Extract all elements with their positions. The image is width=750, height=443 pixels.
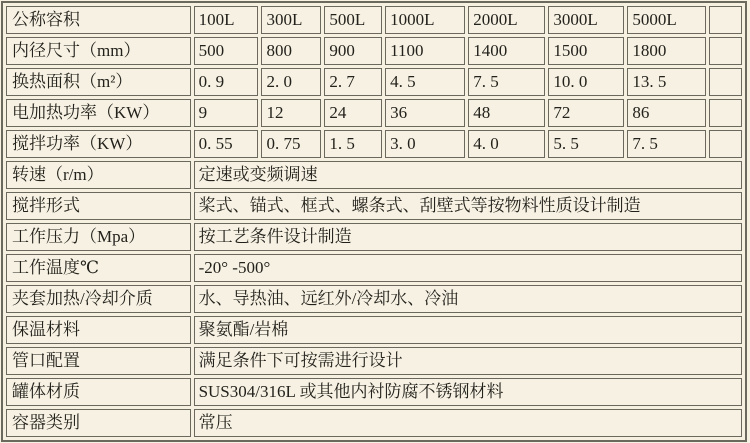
cell: 900 xyxy=(324,37,382,65)
table-row xyxy=(6,37,742,65)
cell: 2. 7 xyxy=(324,68,382,96)
cell: 86 xyxy=(627,99,706,127)
empty-cell xyxy=(709,130,742,158)
cell: 满足条件下可按需进行设计 xyxy=(194,347,742,375)
cell: 水、导热油、远红外/冷却水、冷油 xyxy=(194,285,742,313)
table-row xyxy=(6,99,742,127)
row-label: 搅拌形式 xyxy=(6,192,191,220)
table-row xyxy=(6,285,742,313)
row-label: 管口配置 xyxy=(6,347,191,375)
row-label: 工作温度℃ xyxy=(6,254,191,282)
table-row xyxy=(6,347,742,375)
cell: 2. 0 xyxy=(261,68,321,96)
cell: SUS304/316L 或其他内衬防腐不锈钢材料 xyxy=(194,378,742,406)
table-row xyxy=(6,254,742,282)
cell: 300L xyxy=(261,6,321,34)
row-label: 电加热功率（KW） xyxy=(6,99,191,127)
cell: 1. 5 xyxy=(324,130,382,158)
table-row xyxy=(6,378,742,406)
cell: 100L xyxy=(194,6,259,34)
spec-table xyxy=(1,1,747,442)
cell: 1400 xyxy=(468,37,545,65)
cell: 24 xyxy=(324,99,382,127)
row-label: 公称容积 xyxy=(6,6,191,34)
cell: 5. 5 xyxy=(548,130,624,158)
empty-cell xyxy=(709,99,742,127)
row-label: 工作压力（Mpa） xyxy=(6,223,191,251)
row-label: 保温材料 xyxy=(6,316,191,344)
cell: 500 xyxy=(194,37,259,65)
cell: 4. 0 xyxy=(468,130,545,158)
row-label: 转速（r/m） xyxy=(6,161,191,189)
row-label: 罐体材质 xyxy=(6,378,191,406)
cell: 800 xyxy=(261,37,321,65)
cell: 7. 5 xyxy=(468,68,545,96)
table-row xyxy=(6,223,742,251)
row-label: 换热面积（m²） xyxy=(6,68,191,96)
cell: 1500 xyxy=(548,37,624,65)
table-row xyxy=(6,68,742,96)
cell: 3000L xyxy=(548,6,624,34)
row-label: 容器类别 xyxy=(6,409,191,437)
cell: 常压 xyxy=(194,409,742,437)
table-row xyxy=(6,192,742,220)
cell: 48 xyxy=(468,99,545,127)
cell: 36 xyxy=(385,99,465,127)
empty-cell xyxy=(709,6,742,34)
cell: 0. 75 xyxy=(261,130,321,158)
empty-cell xyxy=(709,37,742,65)
cell: 按工艺条件设计制造 xyxy=(194,223,742,251)
cell: 500L xyxy=(324,6,382,34)
table-row xyxy=(6,316,742,344)
table-row xyxy=(6,6,742,34)
cell: 12 xyxy=(261,99,321,127)
table-row xyxy=(6,409,742,437)
cell: 0. 55 xyxy=(194,130,259,158)
row-label: 夹套加热/冷却介质 xyxy=(6,285,191,313)
cell: 1000L xyxy=(385,6,465,34)
cell: 5000L xyxy=(627,6,706,34)
cell: 桨式、锚式、框式、螺条式、刮壁式等按物料性质设计制造 xyxy=(194,192,742,220)
empty-cell xyxy=(709,68,742,96)
cell: 聚氨酯/岩棉 xyxy=(194,316,742,344)
row-label: 搅拌功率（KW） xyxy=(6,130,191,158)
cell: 10. 0 xyxy=(548,68,624,96)
table-row xyxy=(6,161,742,189)
cell: 定速或变频调速 xyxy=(194,161,742,189)
cell: 72 xyxy=(548,99,624,127)
cell: 13. 5 xyxy=(627,68,706,96)
cell: -20° -500° xyxy=(194,254,742,282)
cell: 2000L xyxy=(468,6,545,34)
cell: 3. 0 xyxy=(385,130,465,158)
cell: 1100 xyxy=(385,37,465,65)
cell: 4. 5 xyxy=(385,68,465,96)
row-label: 内径尺寸（mm） xyxy=(6,37,191,65)
cell: 7. 5 xyxy=(627,130,706,158)
cell: 1800 xyxy=(627,37,706,65)
table-row xyxy=(6,130,742,158)
cell: 9 xyxy=(194,99,259,127)
cell: 0. 9 xyxy=(194,68,259,96)
